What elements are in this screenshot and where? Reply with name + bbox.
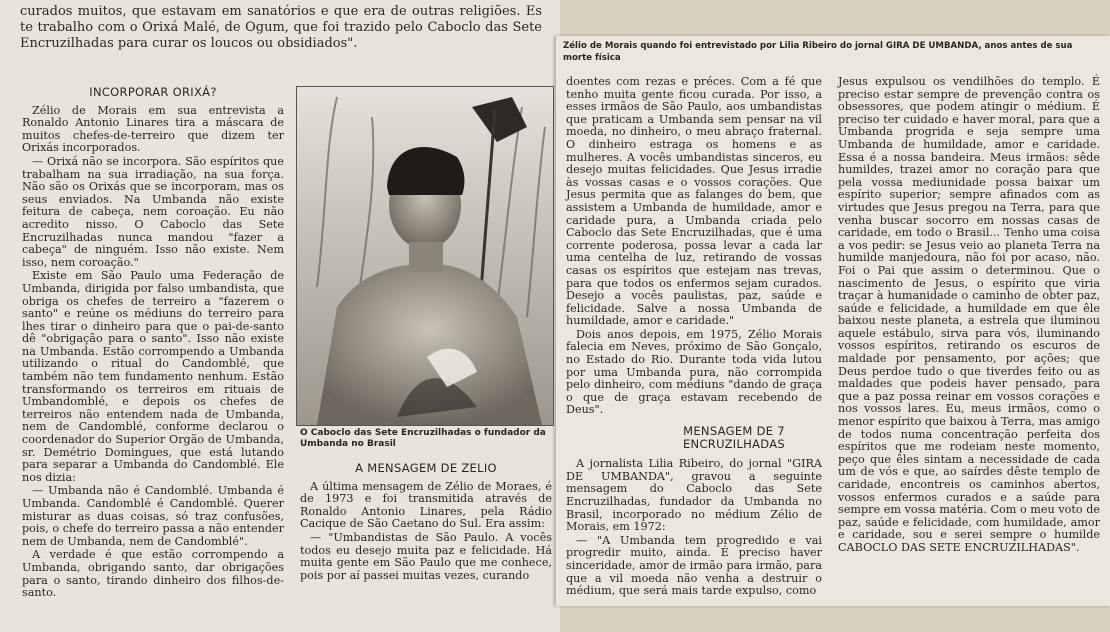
paragraph: — "Umbandistas de São Paulo. A vocês todos eu desejo muita paz e felicidade. Há muita gente em São Paulo que me conhece, pois por aí passei muitas vezes, curando (300, 530, 552, 582)
paragraph: — "A Umbanda tem progredido e vai progredir muito, ainda. É preciso haver sinceridade, amor de irmão para irmão, para que a vil moeda não venha a destruir o médium, que será mais tarde expulso, como (566, 533, 822, 598)
paragraph: Zélio de Morais em sua entrevista a Ronaldo Antonio Linares tira a máscara de muitos chefes-de-terreiro que dizem ter Orixás incorporados. (22, 103, 284, 155)
heading-mensagem-de-zelio: A MENSAGEM DE ZELIO (355, 461, 497, 475)
paragraph: doentes com rezas e préces. Com a fé que tenho muita gente ficou curada. Por isso, a esses irmãos de São Paulo, aos umbandistas que praticam a Umbanda sem pensar na vil moeda, no dinheiro, o meu abraço fraternal. O dinheiro estraga os homens e as mulheres. A vocês umbandistas sinceros, eu desejo muitas felicidades. Que Jesus irradie às vossas casas e o vossos corações. Que Jesus permita que as falanges do bem, que assistem a Umbanda de humildade, amor e caridade pura, a Umbanda criada pelo Caboclo das Sete Encruzilhadas, que é uma corrente poderosa, possa levar a cada lar uma centelha de luz, retirando de vossas casas os espíritos que estejam nas trevas, para que todos os enfermos sejam curados. Desejo a vocês paulistas, paz, saúde e felicidade. Salve a nossa Umbanda de humildade, amor e caridade." (566, 75, 822, 328)
column-1 (22, 82, 284, 601)
column-2 (300, 458, 552, 583)
paragraph: Existe em São Paulo uma Federação de Umbanda, dirigida por falso umbandista, que obriga os chefes de terreiro a "fazerem o santo" e reúne os médiuns do terreiro para lhes tirar o dinheiro para que o pai-de-santo dê "obrigação para o santo". Isso não existe na Umbanda. Estão corrompendo a Umbanda utilizando o ritual do Candomblé, que também não tem fundamento nenhum. Estão transformando os terreiros em rituais de Umbandomblé, e depois os chefes de terreiros não entendem nada de Umbanda, nem de Candomblé, conforme declarou o coordenador do Superior Orgão de Umbanda, sr. Demétrio Domingues, que está lutando para separar a Umbanda do Candomblé. Ele nos dizia: (22, 269, 284, 484)
paragraph: Jesus expulsou os vendilhões do templo. É preciso estar sempre de prevenção contra os obsessores, que podem atingir o médium. É preciso ter cuidado e haver moral, para que a Umbanda progrida e seja sempre uma Umbanda de humildade, amor e caridade. Essa é a nossa bandeira. Meus irmãos: sêde humildes, trazei amor no coração para que pela vossa mediunidade possa baixar um espírito superior; sempre afinados com as virtudes que Jesus pregou na Terra, para que venha buscar socorro em nossas casas de caridade, em todo o Brasil... Tenho uma coisa a vos pedir: se Jesus veio ao planeta Terra na humilde manjedoura, não foi por acaso, não. Foi o Pai que assim o determinou. Que o nascimento de Jesus, o espírito que viria traçar à humanidade o caminho de obter paz, saúde e felicidade, a humildade em que êle baixou neste planeta, a estrela que iluminou aquele estábulo, sirva para vós, iluminando vossos espíritos, retirando os escuros de maldade por pensamento, por ações; que Deus perdoe tudo o que tiverdes feito ou as maldades que podeis haver pensado, para que a paz possa reinar em vossos corações e nos vossos lares. Eu, meus irmãos, como o menor espírito que baixou à Terra, mas amigo de todos numa concentração perfeita dos espíritos que me rodeiam neste momento, peço que êles sintam a necessidade de cada um de vós e que, ao saírdes dêste templo de caridade, encontreis os caminhos abertos, vossos enfermos curados e a saúde para sempre em vossa matéria. Com o meu voto de paz, saúde e felicidade, com humildade, amor e caridade, sou e serei sempre o humilde CABOCLO DAS SETE ENCRUZILHADAS". (838, 75, 1100, 554)
top-paragraph (20, 4, 542, 52)
paragraph: A jornalista Lilia Ribeiro, do jornal "GIRA DE UMBANDA", gravou a seguinte mensagem do Caboclo das Sete Encruzilhadas, fundador da Umbanda no Brasil, incorporado no médium Zélio de Morais, em 1972: (566, 457, 822, 534)
paragraph: — Umbanda não é Candomblé. Umbanda é Umbanda. Candomblé é Candomblé. Querer misturar as duas coisas, só traz confusões, pois, o chefe do terreiro passa a não entender nem de Umbanda, nem de Candomblé". (22, 484, 284, 548)
interview-caption: Zélio de Morais quando foi entrevistado por Lilia Ribeiro do jornal GIRA DE UMBANDA, anos antes de sua morte física (563, 41, 1073, 63)
paragraph: A verdade é que estão corrompendo a Umbanda, obrigando santo, dar obrigações para o santo, tirando dinheiro dos filhos-de-santo. (22, 548, 284, 600)
top-paragraph-text: curados muitos, que estavam em sanatórios e que era de outras religiões. Es te trabalho com o Orixá Malé, de Ogum, que foi trazido pelo Caboclo das Sete Encruzilhadas para curar os loucos ou obsidiados". (20, 4, 542, 51)
paragraph: Dois anos depois, em 1975, Zélio Morais falecia em Neves, próximo de São Gonçalo, no Estado do Rio. Durante toda vida lutou por uma Umbanda pura, não corrompida pelo dinheiro, com médiuns "dando de graça o que de graça estavam recebendo de Deus". (566, 327, 822, 417)
column-3 (566, 76, 822, 599)
caboclo-photo (296, 86, 554, 426)
heading-incorporar-orixa: INCORPORAR ORIXÁ? (89, 85, 217, 99)
paragraph: — Orixá não se incorpora. São espíritos que trabalham na sua irradiação, na sua força. Não são os Orixás que se incorporam, mas os seus enviados. Na Umbanda não existe feitura de cabeça, nem coroação. Eu não acredito nisso. O Caboclo das Sete Encruzilhadas nunca mandou "fazer a cabeça" de ninguém. Isso não existe. Nem isso, nem coroação." (22, 154, 284, 269)
caboclo-illustration (297, 87, 553, 425)
photo-caption: O Caboclo das Sete Encruzilhadas o fundador da Umbanda no Brasil (300, 428, 546, 449)
heading-mensagem-de-7-encruzilhadas: MENSAGEM DE 7 ENCRUZILHADAS (682, 424, 785, 451)
column-4 (838, 76, 1100, 556)
paragraph: A última mensagem de Zélio de Moraes, é de 1973 e foi transmitida através de Ronaldo Antonio Linares, pela Rádio Cacique de São Caetano do Sul. Era assim: (300, 479, 552, 531)
